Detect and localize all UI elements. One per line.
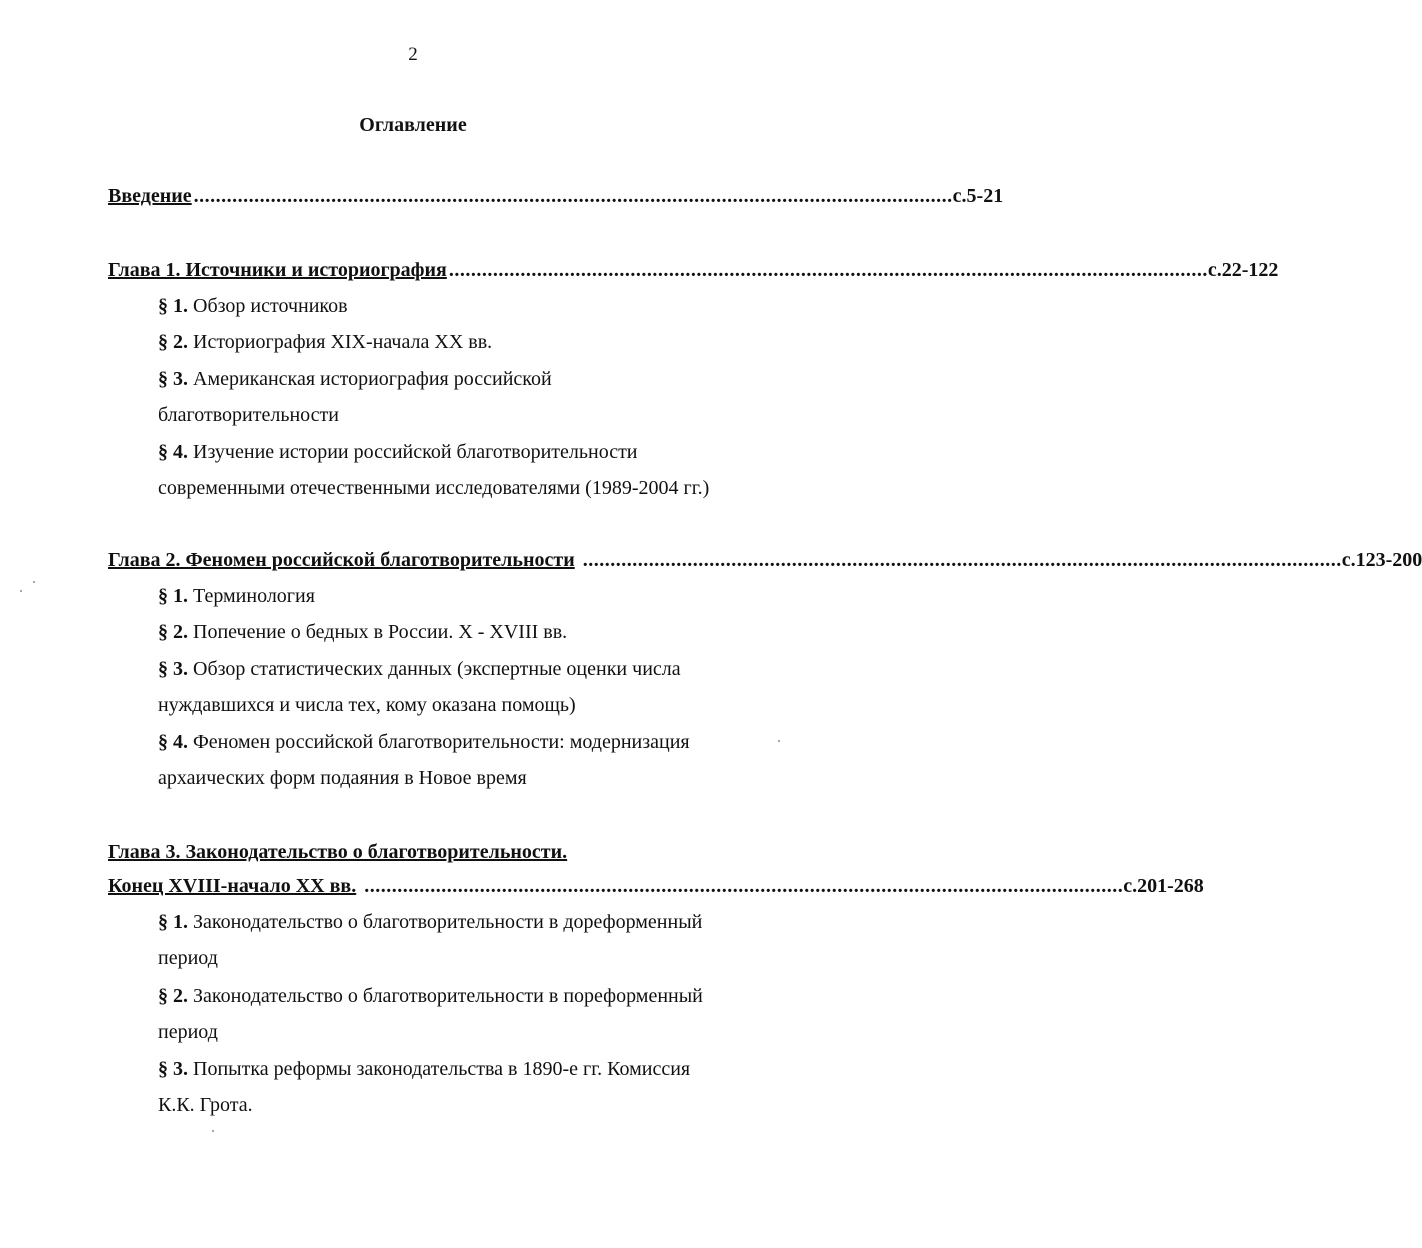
section-text: Историография XIX-начала XX вв. (193, 331, 493, 353)
chapter-1-section-4 (158, 440, 638, 464)
intro-pages: с.5-21 (952, 185, 1004, 207)
section-text: Обзор источников (193, 295, 348, 317)
section-text-continuation: благотворительности (158, 404, 339, 426)
section-text-continuation: период (158, 1021, 218, 1043)
leader-dots: .......................................................................................................................................... (364, 875, 1124, 897)
section-text: Изучение истории российской благотворительности (193, 441, 638, 463)
section-number: § 2. (158, 621, 188, 643)
leader-dots: .......................................................................................................................................... (582, 549, 1342, 571)
toc-entry-chapter-3-line-1 (108, 840, 716, 864)
chapter-3-section-1 (158, 910, 702, 934)
toc-entry-chapter-2 (108, 548, 1422, 572)
chapter-2-pages: с.123-200 (1341, 549, 1422, 571)
scan-speck (212, 1130, 214, 1132)
chapter-3-label-line-2: Конец XVIII-начало XX вв. (108, 875, 357, 897)
chapter-1-pages: с.22-122 (1207, 259, 1279, 281)
section-text-continuation: нуждавшихся и числа тех, кому оказана помощь) (158, 694, 576, 716)
chapter-2-label: Глава 2. Феномен российской благотворительности (108, 549, 575, 571)
chapter-2-section-1 (158, 584, 315, 608)
section-number: § 3. (158, 368, 188, 390)
chapter-3-section-2 (158, 984, 703, 1008)
section-text: Феномен российской благотворительности: модернизация (193, 731, 690, 753)
section-text: Попытка реформы законодательства в 1890-е гг. Комиссия (193, 1058, 691, 1080)
section-number: § 4. (158, 441, 188, 463)
chapter-1-label: Глава 1. Источники и историография (108, 259, 447, 281)
chapter-2-section-3 (158, 657, 681, 681)
section-text: Попечение о бедных в России. X - XVIII вв. (193, 621, 568, 643)
chapter-1-section-2 (158, 330, 492, 354)
page-number: 2 (408, 44, 418, 65)
section-text: Обзор статистических данных (экспертные оценки числа (193, 658, 681, 680)
section-text-continuation: период (158, 947, 218, 969)
section-number: § 2. (158, 331, 188, 353)
chapter-2-section-4 (158, 730, 690, 754)
chapter-3-section-3 (158, 1057, 690, 1081)
chapter-1-section-1 (158, 294, 348, 318)
scan-speck (20, 590, 22, 592)
section-number: § 1. (158, 295, 188, 317)
section-number: § 1. (158, 911, 188, 933)
section-text: Законодательство о благотворительности в дореформенный (193, 911, 703, 933)
chapter-3-label-line-1: Глава 3. Законодательство о благотворительности. (108, 841, 568, 863)
chapter-3-pages: с.201-268 (1123, 875, 1204, 897)
leader-dots: .......................................................................................................................................... (448, 259, 1208, 281)
toc-title: Оглавление (359, 114, 467, 136)
chapter-2-section-2 (158, 620, 567, 644)
section-text-continuation: К.К. Грота. (158, 1094, 253, 1116)
section-number: § 1. (158, 585, 188, 607)
toc-entry-chapter-3-line-2 (108, 874, 1204, 898)
section-number: § 3. (158, 658, 188, 680)
toc-entry-chapter-1 (108, 258, 1279, 282)
section-number: § 4. (158, 731, 188, 753)
section-text: Законодательство о благотворительности в пореформенный (193, 985, 703, 1007)
section-number: § 2. (158, 985, 188, 1007)
toc-entry-introduction (108, 184, 1004, 208)
section-text-continuation: архаических форм подаяния в Новое время (158, 767, 527, 789)
leader-dots: .......................................................................................................................................... (193, 185, 953, 207)
section-number: § 3. (158, 1058, 188, 1080)
scan-speck (33, 581, 35, 583)
intro-label: Введение (108, 185, 192, 207)
section-text: Терминология (193, 585, 315, 607)
section-text-continuation: современными отечественными исследователями (1989-2004 гг.) (158, 477, 710, 499)
scan-speck (778, 740, 780, 742)
section-text: Американская историография российской (193, 368, 552, 390)
chapter-1-section-3 (158, 367, 552, 391)
